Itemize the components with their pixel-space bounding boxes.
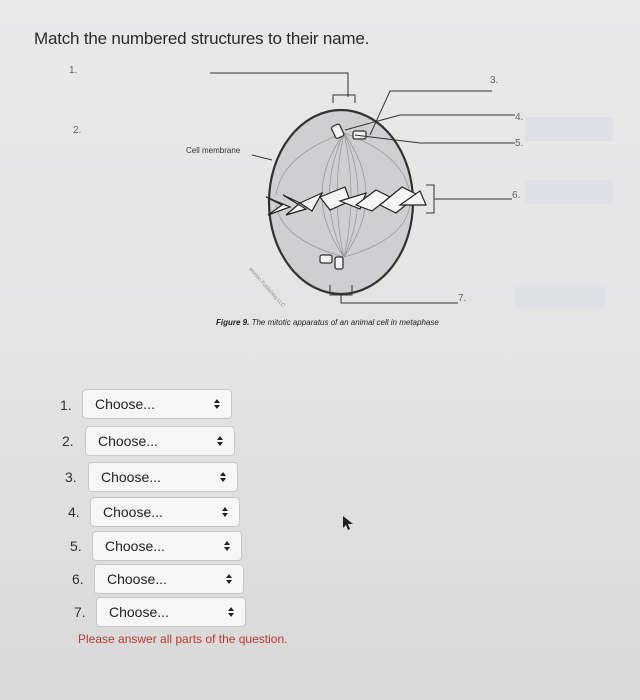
answer-number-6: 6. [72, 571, 84, 587]
answer-number-1: 1. [60, 397, 72, 413]
validation-message: Please answer all parts of the question. [78, 632, 288, 646]
mitotic-apparatus-figure [0, 55, 640, 345]
select-arrows-icon [213, 390, 221, 418]
answer-number-4: 4. [68, 504, 80, 520]
figure-label-7: 7. [458, 293, 467, 304]
figure-label-2: 2. [73, 125, 82, 136]
caption-text: The mitotic apparatus of an animal cell in metaphase [251, 318, 439, 327]
figure-caption [216, 318, 439, 327]
figure-label-6: 6. [512, 190, 521, 201]
answer-box-6 [525, 180, 613, 204]
answer-select-5[interactable] [92, 531, 242, 561]
answer-select-1-value: Choose... [95, 396, 155, 412]
answer-select-6-value: Choose... [107, 571, 167, 587]
answer-select-7-value: Choose... [109, 604, 169, 620]
select-arrows-icon [223, 532, 231, 560]
figure-label-3: 3. [490, 75, 499, 86]
answer-select-2-value: Choose... [98, 433, 158, 449]
cell-membrane-label: Cell membrane [186, 146, 241, 155]
cell-diagram [0, 55, 640, 345]
figure-label-1: 1. [69, 65, 78, 76]
caption-prefix: Figure 9. [216, 318, 250, 327]
answer-select-4-value: Choose... [103, 504, 163, 520]
select-arrows-icon [221, 498, 229, 526]
publisher-watermark: Morton Publishing LLC [247, 267, 286, 309]
select-arrows-icon [216, 427, 224, 455]
answer-select-1[interactable] [82, 389, 232, 419]
answer-number-7: 7. [74, 604, 86, 620]
answer-select-6[interactable] [94, 564, 244, 594]
mouse-cursor-icon [341, 515, 355, 531]
question-title: Match the numbered structures to their name. [34, 29, 370, 48]
answer-select-5-value: Choose... [105, 538, 165, 554]
answer-number-3: 3. [65, 469, 77, 485]
answer-box-4 [525, 117, 613, 141]
select-arrows-icon [219, 463, 227, 491]
answer-number-5: 5. [70, 538, 82, 554]
answer-select-3[interactable] [88, 462, 238, 492]
answer-select-3-value: Choose... [101, 469, 161, 485]
select-arrows-icon [227, 598, 235, 626]
answer-select-2[interactable] [85, 426, 235, 456]
answer-number-2: 2. [62, 433, 74, 449]
figure-label-4: 4. [515, 112, 524, 123]
answer-box-7 [515, 287, 605, 309]
select-arrows-icon [225, 565, 233, 593]
answer-select-7[interactable] [96, 597, 246, 627]
answer-select-4[interactable] [90, 497, 240, 527]
figure-label-5: 5. [515, 138, 524, 149]
